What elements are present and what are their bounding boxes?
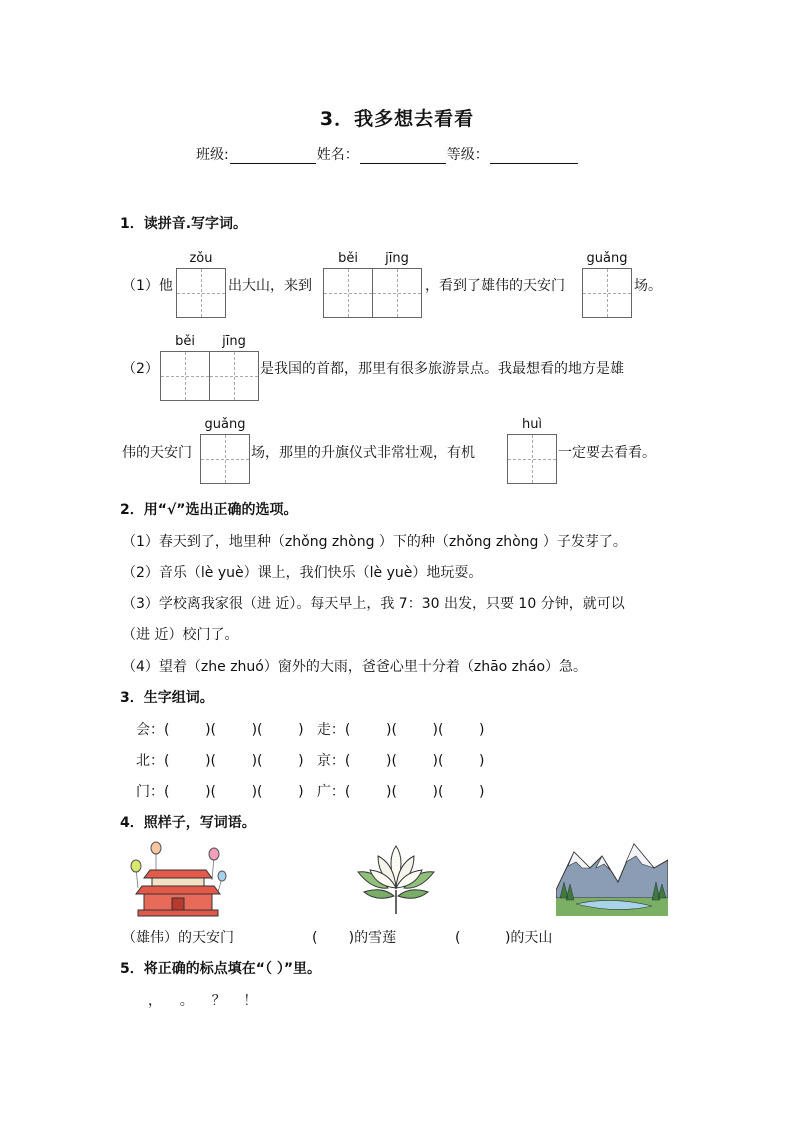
tianzi-box[interactable]	[176, 268, 226, 318]
q1-row2-text1: 是我国的首都，那里有很多旅游景点。我最想看的地方是雄	[260, 361, 624, 377]
q4-heading: 4．照样子，写词语。	[120, 815, 256, 831]
tianzi-box[interactable]	[209, 351, 259, 401]
q4-caption-snow-lotus: ( )的雪莲	[312, 930, 397, 946]
q5-heading: 5．将正确的标点填在“（ ）”里。	[120, 961, 322, 977]
student-info-line	[196, 144, 579, 164]
tianzi-box[interactable]	[200, 434, 250, 484]
q2-line: （3）学校离我家很（进 近）。每天早上，我 7：30 出发，只要 10 分钟，就可以	[122, 596, 625, 612]
q3-row: 门：( )( )( ) 广：( )( )( )	[136, 784, 485, 800]
q4-caption-tianshan: ( )的天山	[455, 930, 553, 946]
pinyin-jing: jīng	[385, 251, 409, 266]
q3-row: 会：( )( )( ) 走：( )( )( )	[136, 722, 485, 738]
q1-row2-num: （2）	[122, 361, 159, 377]
q1-heading: 1．读拼音.写字词。	[120, 216, 248, 232]
q1-row1-num: （1）他	[122, 278, 173, 294]
q1-row3-text1: 伟的天安门	[122, 445, 192, 461]
pinyin-guang: guǎng	[586, 251, 628, 266]
q2-heading: 2．用“√”选出正确的选项。	[120, 502, 298, 518]
tianzi-box[interactable]	[323, 268, 373, 318]
pinyin-zou: zǒu	[189, 251, 213, 266]
pinyin-jing: jīng	[222, 334, 246, 349]
pinyin-bei: běi	[175, 334, 195, 349]
q3-heading: 3．生字组词。	[120, 690, 214, 706]
q3-row: 北：( )( )( ) 京：( )( )( )	[136, 753, 485, 769]
pinyin-guang: guǎng	[204, 417, 246, 432]
page-title: 3．我多想去看看	[319, 108, 475, 130]
grade-label: 等级：	[446, 147, 489, 163]
name-label: 姓名：	[316, 147, 359, 163]
q2-line: （进 近）校门了。	[122, 627, 239, 643]
class-label: 班级:	[196, 147, 229, 163]
q4-caption-tiananmen: （雄伟）的天安门	[122, 930, 234, 946]
tianzi-box[interactable]	[582, 268, 632, 318]
pinyin-hui: huì	[521, 417, 543, 432]
tiananmen-image	[128, 840, 228, 920]
q1-row1-text1: 出大山，来到	[228, 278, 312, 294]
q1-row1-text2: ，看到了雄伟的天安门	[425, 278, 565, 294]
class-blank[interactable]	[230, 149, 316, 164]
grade-blank[interactable]	[490, 149, 578, 164]
q1-row3-text3: 一定要去看看。	[558, 445, 656, 461]
tianzi-box[interactable]	[160, 351, 210, 401]
pinyin-bei: běi	[338, 251, 358, 266]
q1-row3-text2: 场，那里的升旗仪式非常壮观，有机	[251, 445, 475, 461]
snow-lotus-image	[354, 842, 438, 916]
name-blank[interactable]	[360, 149, 446, 164]
tianshan-mountains-image	[556, 838, 668, 916]
q2-line: （4）望着（zhe zhuó）窗外的大雨，爸爸心里十分着（zhāo zháo）急。	[122, 659, 588, 675]
q2-line: （2）音乐（lè yuè）课上，我们快乐（lè yuè）地玩耍。	[122, 565, 483, 581]
tianzi-box[interactable]	[507, 434, 557, 484]
q2-line: （1）春天到了，地里种（zhǒng zhòng ）下的种（zhǒng zhòng ）子发芽了。	[122, 534, 627, 550]
tianzi-box[interactable]	[372, 268, 422, 318]
q1-row1-text3: 场。	[634, 278, 662, 294]
q5-punctuation-marks: ， 。 ？ ！	[148, 993, 258, 1009]
